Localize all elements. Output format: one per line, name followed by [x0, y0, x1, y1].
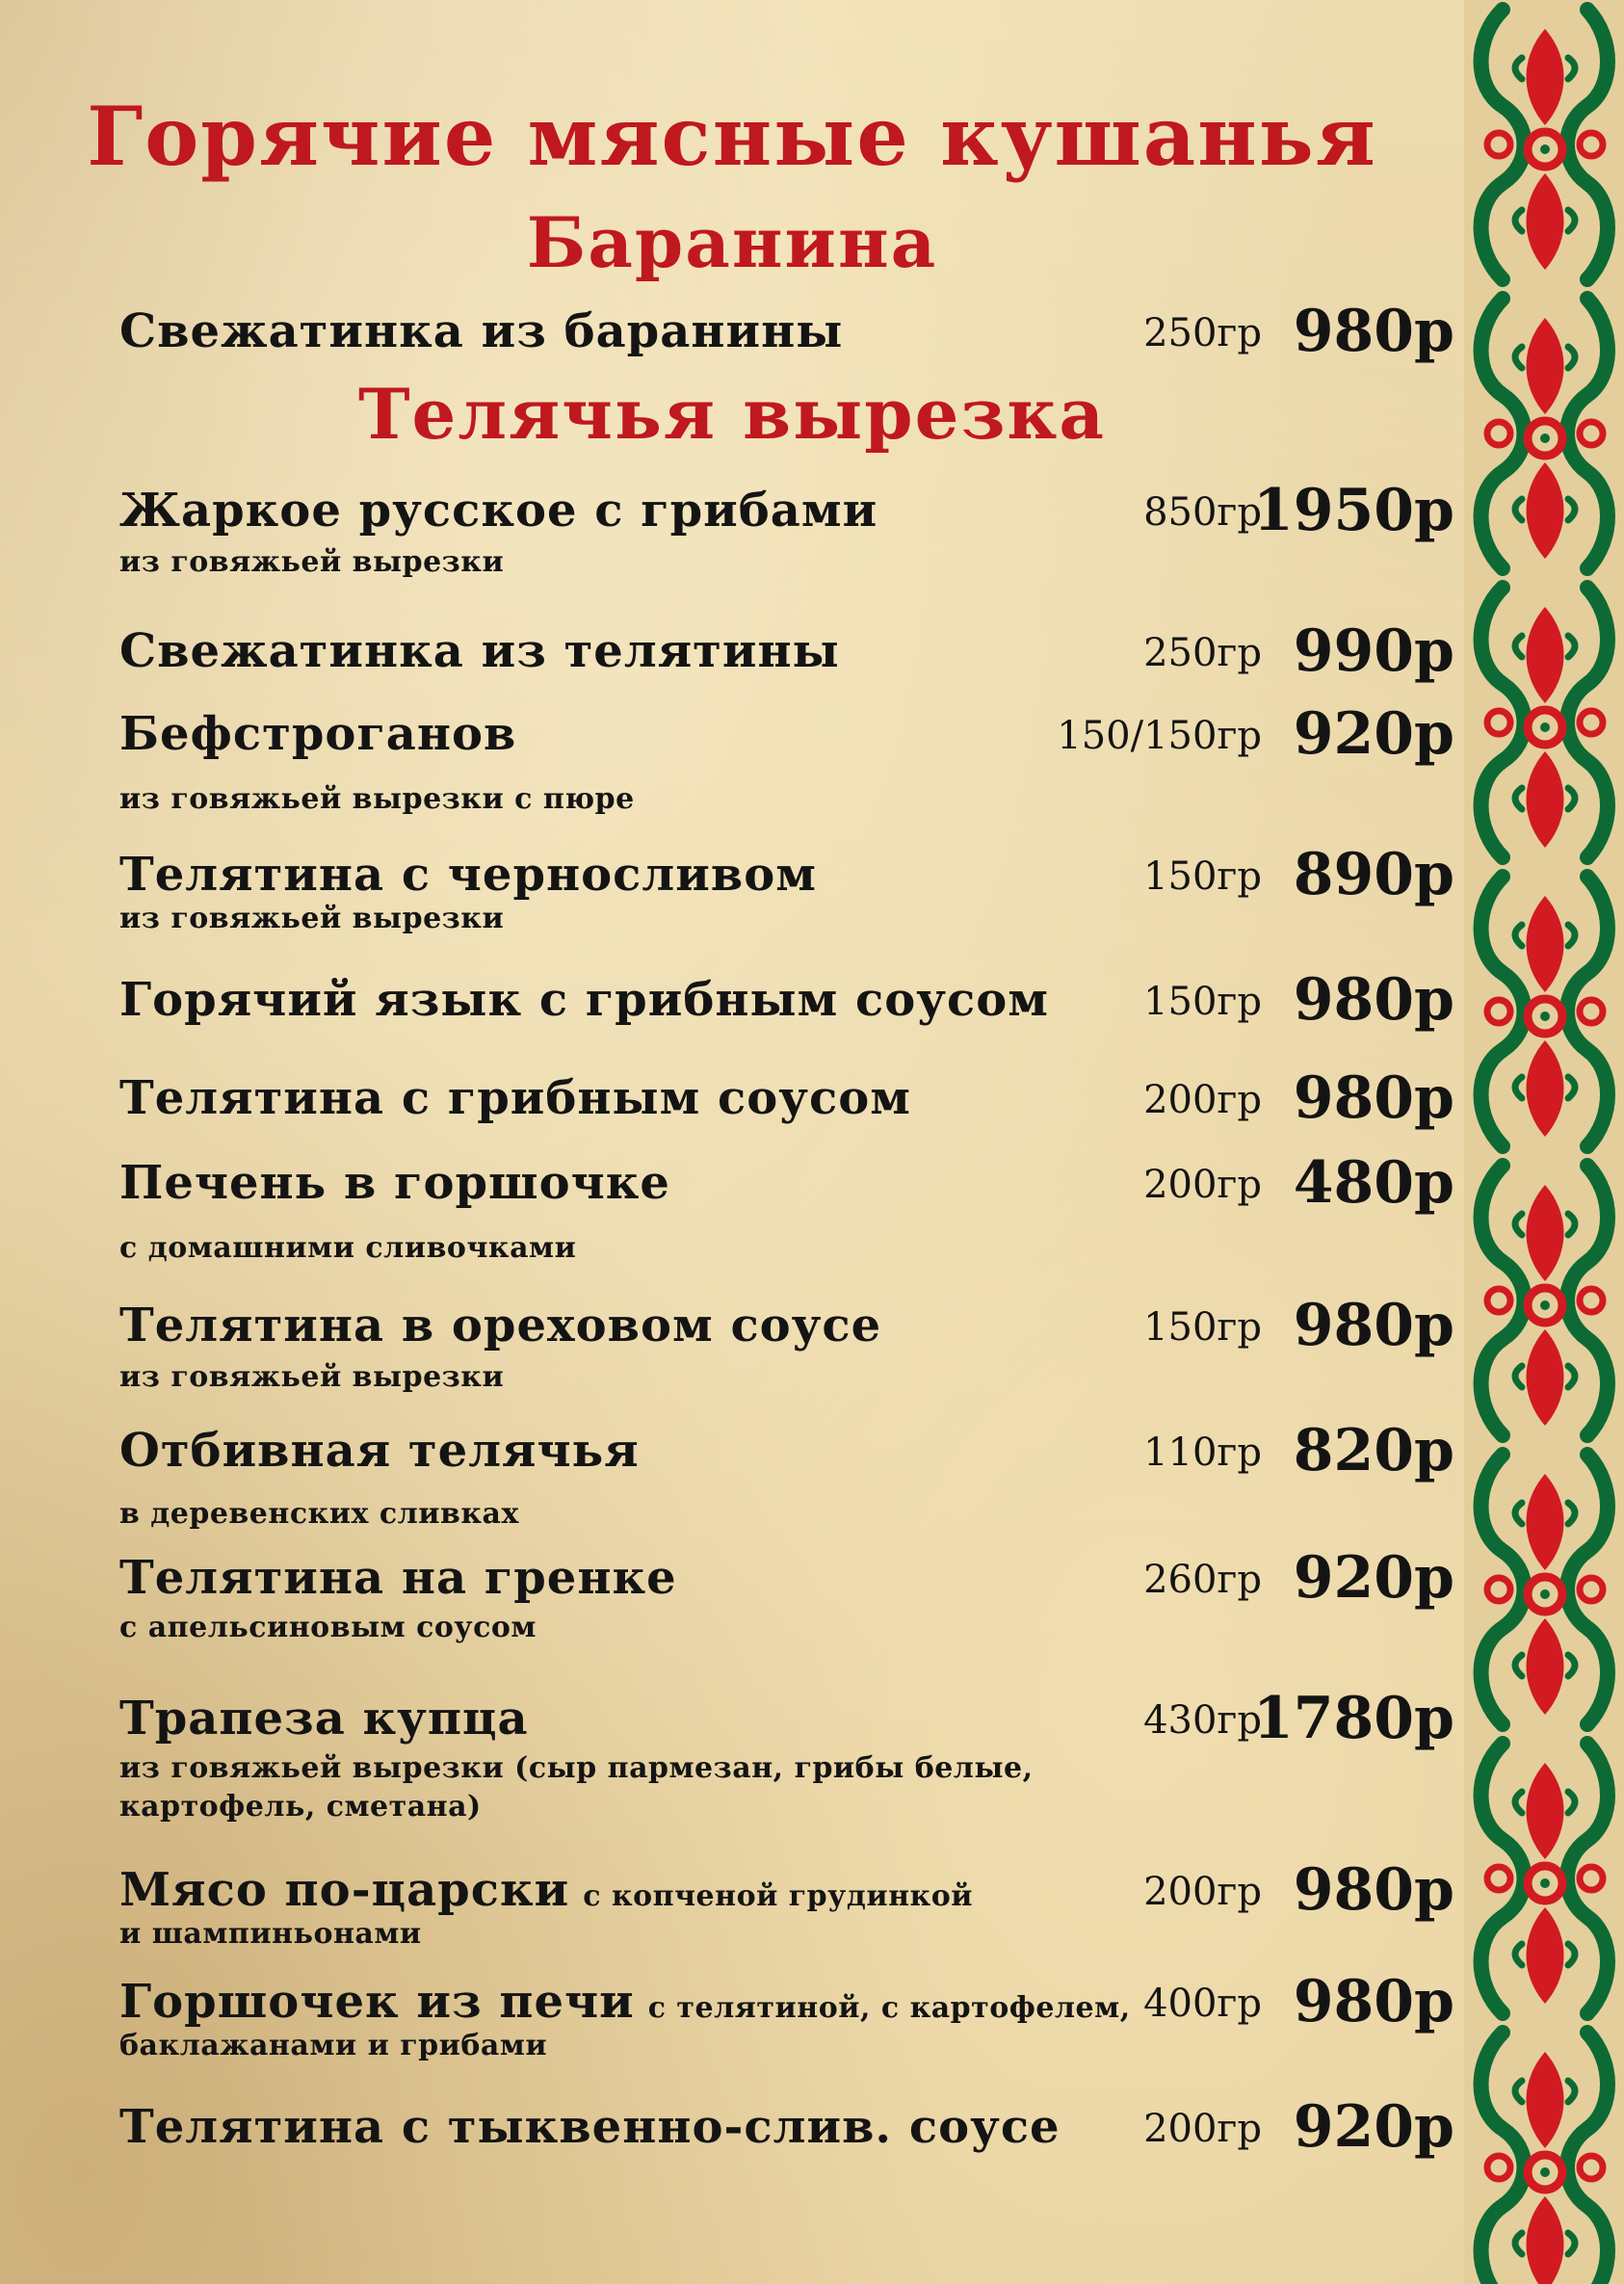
item-weight: 200гр: [1143, 1163, 1262, 1207]
section-title-veal: Телячья вырезка: [357, 373, 1107, 455]
item-name: Жаркое русское с грибами: [119, 484, 878, 538]
item-price: 480р: [1293, 1149, 1454, 1217]
item-weight: 200гр: [1143, 1870, 1262, 1914]
item-price: 980р: [1293, 298, 1454, 365]
item-weight: 110гр: [1143, 1431, 1262, 1475]
folk-ornament-border-icon: [1464, 0, 1624, 2284]
item-name: Свежатинка из баранины: [119, 304, 844, 358]
item-price: 920р: [1293, 2093, 1454, 2161]
section-title-lamb: Баранина: [526, 201, 938, 283]
page-title: Горячие мясные кушанья: [87, 89, 1377, 184]
item-price: 980р: [1293, 1856, 1454, 1924]
item-name: Свежатинка из телятины: [119, 624, 840, 678]
item-weight: 260гр: [1143, 1558, 1262, 1602]
item-description-line2: картофель, сметана): [119, 1790, 482, 1824]
item-description: с апельсиновым соусом: [119, 1611, 537, 1644]
item-name: Горячий язык с грибным соусом: [119, 973, 1049, 1027]
item-weight: 430гр: [1143, 1698, 1262, 1743]
item-description: из говяжьей вырезки: [119, 902, 505, 935]
item-weight: 850гр: [1143, 490, 1262, 535]
item-weight: 150гр: [1143, 1305, 1262, 1350]
menu-item: [119, 1149, 1454, 1265]
item-name: Телятина с тыквенно-слив. соусе: [119, 2100, 1061, 2154]
item-weight: 400гр: [1143, 1982, 1262, 2026]
item-weight: 200гр: [1143, 2107, 1262, 2151]
item-inline-description: с копченой грудинкой: [583, 1879, 973, 1913]
item-name: Телятина с грибным соусом: [119, 1071, 911, 1125]
item-price: 980р: [1293, 1968, 1454, 2035]
item-price: 980р: [1293, 1292, 1454, 1359]
item-price: 980р: [1293, 966, 1454, 1034]
item-name: Печень в горшочке: [119, 1156, 670, 1210]
menu-item: [119, 1685, 1454, 1824]
item-weight: 150гр: [1143, 980, 1262, 1024]
menu-item: [119, 1417, 1454, 1531]
item-description: и шампиньонами: [119, 1917, 422, 1951]
menu-item: [119, 2093, 1454, 2161]
item-price: 920р: [1293, 1544, 1454, 1612]
item-price: 820р: [1293, 1417, 1454, 1484]
menu-item: [119, 841, 1454, 935]
item-name-text: Горшочек из печи: [119, 1975, 635, 2029]
item-price: 920р: [1293, 700, 1454, 768]
item-price: 890р: [1293, 841, 1454, 908]
item-name-text: Мясо по-царски: [119, 1863, 570, 1917]
menu-item: [119, 617, 1454, 685]
item-weight: 200гр: [1143, 1078, 1262, 1122]
item-name: Бефстроганов: [119, 707, 517, 761]
item-name: Телятина на гренке: [119, 1551, 677, 1605]
item-weight: 250гр: [1143, 311, 1262, 355]
item-description: баклажанами и грибами: [119, 2029, 548, 2062]
item-description: из говяжьей вырезки (сыр пармезан, грибы белые,: [119, 1751, 1034, 1785]
item-weight: 150/150гр: [1057, 714, 1262, 758]
item-weight: 250гр: [1143, 631, 1262, 675]
item-price: 1950р: [1253, 477, 1454, 544]
item-description: с домашними сливочками: [119, 1231, 577, 1265]
menu-item: [119, 1968, 1454, 2062]
item-description: из говяжьей вырезки: [119, 1360, 505, 1394]
item-name: Трапеза купца: [119, 1692, 529, 1746]
item-inline-description: с телятиной, с картофелем,: [647, 1991, 1131, 2025]
item-name: Отбивная телячья: [119, 1424, 640, 1478]
menu-item: [119, 298, 1454, 365]
item-description: из говяжьей вырезки с пюре: [119, 782, 635, 816]
item-description: в деревенских сливках: [119, 1497, 519, 1531]
menu-item: [119, 477, 1454, 579]
menu-item: [119, 1544, 1454, 1644]
menu-item: [119, 1856, 1454, 1951]
menu-item: [119, 966, 1454, 1034]
item-weight: 150гр: [1143, 854, 1262, 899]
item-price: 980р: [1293, 1064, 1454, 1132]
item-name: Телятина с черносливом: [119, 848, 817, 902]
ornament-svg: [1464, 0, 1624, 2284]
item-description: из говяжьей вырезки: [119, 545, 505, 579]
menu-item: [119, 1064, 1454, 1132]
menu-item: [119, 1292, 1454, 1394]
item-name: Телятина в ореховом соусе: [119, 1299, 882, 1352]
menu-item: [119, 700, 1454, 816]
item-price: 1780р: [1253, 1685, 1454, 1752]
item-price: 990р: [1293, 617, 1454, 685]
